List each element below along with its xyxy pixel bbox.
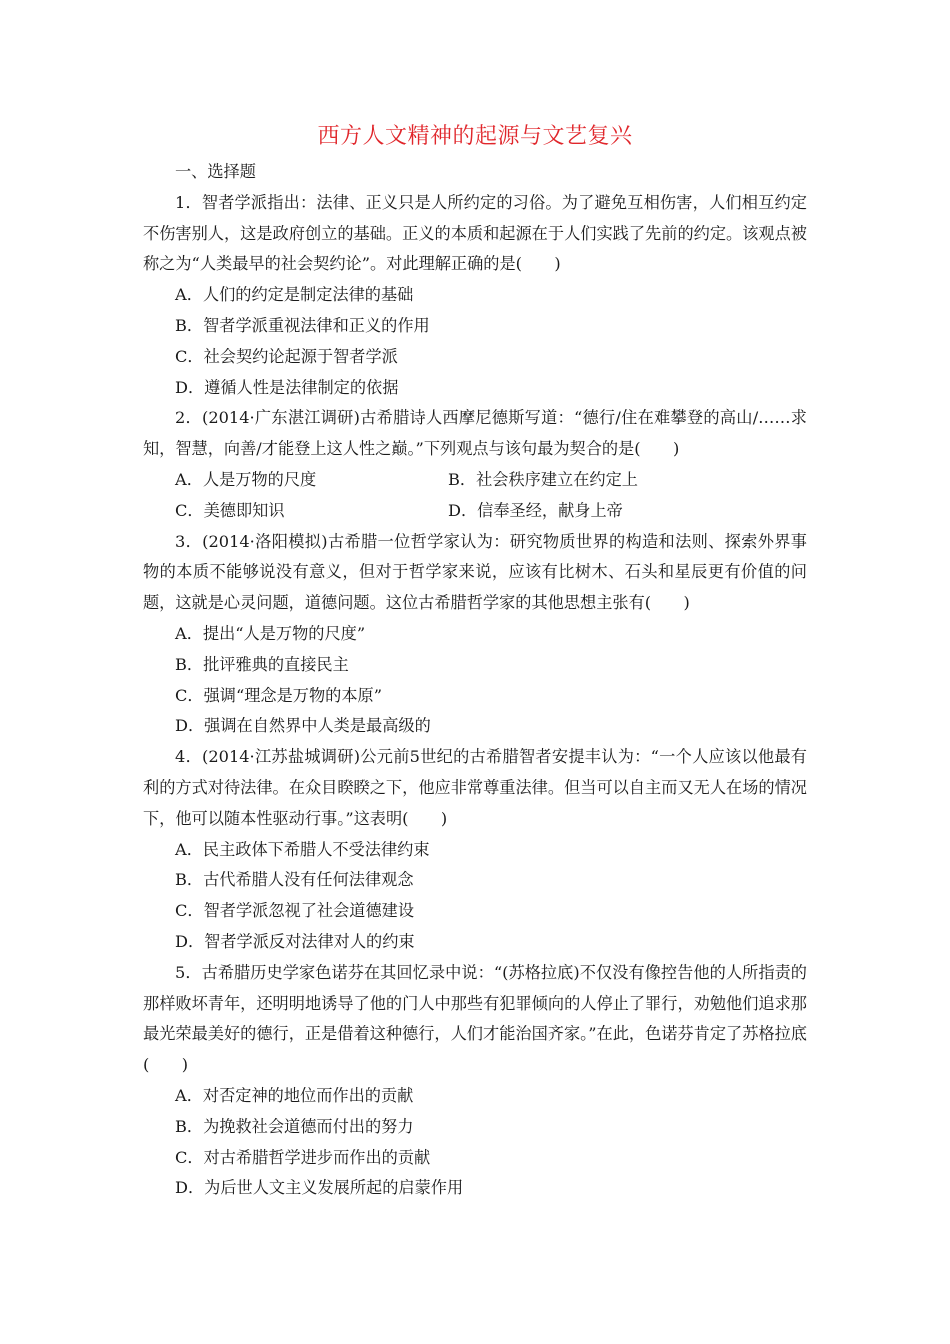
option-d: D．为后世人文主义发展所起的启蒙作用 (175, 1178, 464, 1198)
question-2 (143, 403, 807, 526)
option-c: C．对古希腊哲学进步而作出的贡献 (175, 1147, 431, 1167)
question-4 (143, 742, 807, 958)
question-stem: 5．古希腊历史学家色诺芬在其回忆录中说：“(苏格拉底)不仅没有像控告他的人所指责的那样败坏青年，还明明地诱导了他的门人中那些有犯罪倾向的人停止了罪行，劝勉他们追求那最光荣最美好的德行，正是借着这种德行，人们才能治国齐家。”在此，色诺芬肯定了苏格拉底( ) (143, 962, 807, 1075)
option-a: A．提出“人是万物的尺度” (175, 623, 366, 643)
question-content (143, 157, 807, 1204)
section-heading: 一、选择题 (175, 162, 256, 181)
option-a: A．民主政体下希腊人不受法律约束 (175, 839, 430, 859)
option-d: D．智者学派反对法律对人的约束 (175, 931, 415, 951)
question-1 (143, 188, 807, 404)
option-a: A．对否定神的地位而作出的贡献 (175, 1085, 414, 1105)
question-stem: 3．(2014·洛阳模拟)古希腊一位哲学家认为：研究物质世界的构造和法则、探索外界事物的本质不能够说没有意义，但对于哲学家来说，应该有比树木、石头和星辰更有价值的问题，这就是心灵问题，道德问题。这位古希腊哲学家的其他思想主张有( ) (143, 531, 807, 613)
option-b: B．社会秩序建立在约定上 (448, 469, 638, 489)
option-b: B．古代希腊人没有任何法律观念 (175, 870, 414, 890)
question-stem: 4．(2014·江苏盐城调研)公元前5世纪的古希腊智者安提丰认为：“一个人应该以他最有利的方式对待法律。在众目睽睽之下，他应非常尊重法律。但当可以自主而又无人在场的情况下，他可以随本性驱动行事。”这表明( ) (143, 747, 807, 828)
option-c: C．社会契约论起源于智者学派 (175, 346, 398, 366)
question-3 (143, 527, 807, 743)
option-d: D．强调在自然界中人类是最高级的 (175, 716, 431, 736)
option-d: D．信奉圣经，献身上帝 (448, 500, 623, 520)
option-c: C．智者学派忽视了社会道德建设 (175, 901, 415, 921)
option-a: A．人们的约定是制定法律的基础 (175, 285, 414, 305)
option-row (143, 465, 807, 496)
option-c: C．美德即知识 (175, 500, 285, 520)
option-a: A．人是万物的尺度 (175, 469, 317, 489)
page-title: 西方人文精神的起源与文艺复兴 (317, 124, 633, 149)
option-c: C．强调“理念是万物的本原” (175, 685, 382, 705)
question-stem: 1．智者学派指出：法律、正义只是人所约定的习俗。为了避免互相伤害，人们相互约定不伤害别人，这是政府创立的基础。正义的本质和起源在于人们实践了先前的约定。该观点被称之为“人类最早的社会契约论”。对此理解正确的是( ) (143, 192, 807, 274)
question-5 (143, 958, 807, 1204)
question-stem: 2．(2014·广东湛江调研)古希腊诗人西摩尼德斯写道：“德行/住在难攀登的高山/……求知，智慧，向善/才能登上这人性之巅。”下列观点与该句最为契合的是( ) (143, 408, 807, 459)
option-d: D．遵循人性是法律制定的依据 (175, 377, 399, 397)
option-row (143, 496, 807, 527)
option-b: B．智者学派重视法律和正义的作用 (175, 315, 430, 335)
option-b: B．批评雅典的直接民主 (175, 654, 349, 674)
option-b: B．为挽救社会道德而付出的努力 (175, 1116, 414, 1136)
